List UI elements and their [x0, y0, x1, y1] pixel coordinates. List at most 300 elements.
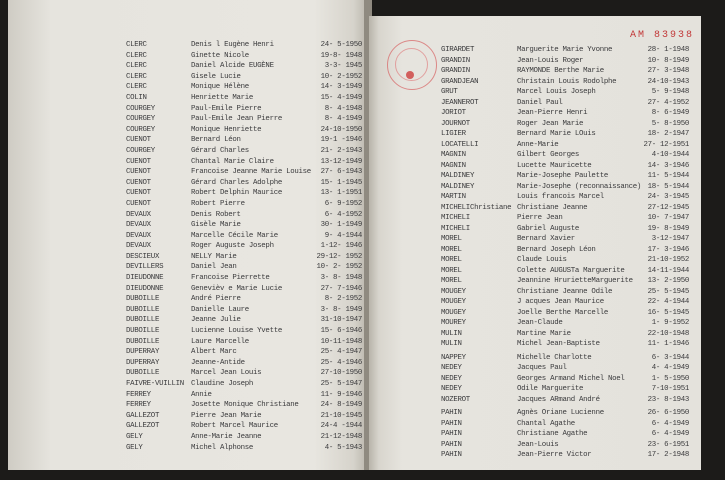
birth-date: 17- 2-1948 — [647, 451, 689, 459]
register-entry — [8, 220, 368, 231]
birth-date: 27-12-1945 — [647, 203, 689, 212]
register-entry — [369, 266, 701, 277]
register-entry — [8, 210, 368, 221]
birth-date: 25- 4-1946 — [320, 358, 362, 367]
surname: DUBOILLE — [126, 316, 160, 325]
register-entry — [8, 421, 368, 432]
register-entry — [369, 363, 701, 374]
surname: CLERC — [126, 72, 147, 81]
given-names: Marcel Louis Joseph — [517, 88, 596, 96]
surname: CUENOT — [126, 189, 151, 198]
register-entry — [8, 273, 368, 284]
birth-date: 27- 6-1943 — [320, 168, 362, 177]
surname: DEVAUX — [126, 221, 151, 230]
given-names: Michelle Charlotte — [517, 353, 592, 362]
surname: MOUGEY — [441, 308, 466, 317]
register-entry — [369, 56, 701, 67]
surname: FAIVRE-VUILLIN — [126, 380, 184, 388]
register-entry — [8, 294, 368, 305]
given-names: Robert Pierre — [191, 199, 245, 208]
given-names: Marcel Jean Louis — [191, 369, 262, 378]
register-entry — [8, 326, 368, 337]
birth-date: 30- 1-1949 — [320, 221, 362, 230]
surname: MOUGEY — [441, 287, 466, 296]
given-names: Jean-Louis — [517, 440, 559, 449]
register-entry — [369, 429, 701, 440]
given-names: Odile Marguerite — [517, 385, 584, 393]
given-names: Gisèle Marie — [191, 221, 241, 230]
surname: NEDEY — [441, 385, 462, 393]
birth-date: 21-10-1952 — [647, 256, 689, 264]
given-names: Genevièv e Marie Lucie — [191, 284, 282, 293]
given-names: Monique Hélène — [191, 83, 249, 92]
register-entry — [369, 108, 701, 119]
register-entry — [369, 255, 701, 266]
surname: COURGEY — [126, 115, 155, 124]
given-names: Marguerite Marie Yvonne — [517, 46, 613, 54]
birth-date: 23- 8-1943 — [647, 395, 689, 404]
register-entry — [369, 297, 701, 308]
given-names: Robert Marcel Maurice — [191, 422, 278, 431]
given-names: Annie — [191, 390, 212, 399]
register-entry — [369, 374, 701, 385]
given-names: Claude Louis — [517, 256, 567, 264]
left-register-page — [8, 0, 368, 470]
given-names: Colette AUGUSTa Marguerite — [517, 266, 625, 275]
birth-date: 3- 8- 1948 — [320, 274, 362, 283]
surname: DUBOILLE — [126, 295, 160, 304]
given-names: Francoise Pierrette — [191, 274, 270, 283]
register-entry — [8, 72, 368, 83]
register-entry — [369, 419, 701, 430]
register-entry — [8, 135, 368, 146]
given-names: Bernard Marie LOuis — [517, 130, 596, 138]
register-entry — [369, 339, 701, 350]
surname: CLERC — [126, 62, 147, 71]
surname: MOREL — [441, 266, 462, 275]
given-names: Christiane Jeanne Odile — [517, 287, 613, 296]
surname: DEVILLERS — [126, 263, 164, 272]
given-names: Jacques ARmand André — [517, 395, 600, 404]
surname: MAGNIN — [441, 161, 466, 170]
birth-date: 31-10-1947 — [320, 316, 362, 325]
birth-date: 8- 4-1948 — [324, 104, 362, 113]
given-names: Michel Jean-Baptiste — [517, 340, 600, 348]
surname: FERREY — [126, 390, 151, 399]
surname: MOUREY — [441, 319, 466, 327]
given-names: Denis l Eugène Henri — [191, 41, 274, 49]
register-entry — [369, 150, 701, 161]
surname: GRANDJEAN — [441, 77, 479, 86]
given-names: Bernard Léon — [191, 136, 241, 145]
register-entry — [8, 337, 368, 348]
register-entry — [369, 234, 701, 245]
birth-date: 19- 8-1949 — [647, 224, 689, 233]
birth-date: 29-12- 1952 — [316, 252, 362, 261]
birth-date: 1- 9-1952 — [651, 319, 689, 327]
birth-date: 6- 3-1944 — [651, 353, 689, 362]
surname: CLERC — [126, 51, 147, 60]
register-entry — [8, 368, 368, 379]
surname: DUBOILLE — [126, 369, 160, 378]
given-names: Jean-Louis Roger — [517, 56, 584, 65]
birth-date: 3-12-1947 — [651, 235, 689, 243]
given-names: Pierre Jean — [517, 214, 563, 222]
surname: GELY — [126, 432, 143, 441]
birth-date: 15- 1-1945 — [320, 178, 362, 187]
birth-date: 10-11-1948 — [320, 337, 362, 346]
birth-date: 25- 5-1947 — [320, 380, 362, 388]
surname: PAHIN — [441, 419, 462, 428]
birth-date: 3- 8- 1949 — [320, 305, 362, 314]
given-names: Anne-Marie Jeanne — [191, 432, 262, 441]
register-entry — [8, 315, 368, 326]
surname: DUPERRAY — [126, 358, 160, 367]
given-names: Daniel Paul — [517, 98, 563, 107]
birth-date: 24-10-1943 — [647, 77, 689, 86]
surname: MALDINEY — [441, 172, 475, 180]
surname: FERREY — [126, 401, 151, 410]
surname: NOZEROT — [441, 395, 470, 404]
given-names: Lucienne Louise Yvette — [191, 327, 282, 336]
register-entry — [8, 199, 368, 210]
register-entry — [369, 450, 701, 461]
register-entry — [369, 318, 701, 329]
birth-date: 3-3- 1945 — [324, 62, 362, 71]
given-names: Christiane Agathe — [517, 430, 588, 438]
birth-date: 25- 4-1947 — [320, 348, 362, 357]
register-entry — [369, 192, 701, 203]
birth-date: 7-10-1951 — [651, 385, 689, 393]
given-names: Gisele Lucie — [191, 72, 241, 81]
given-names: Laure Marcelle — [191, 337, 249, 346]
register-entry — [8, 400, 368, 411]
birth-date: 18- 5-1944 — [647, 182, 689, 191]
surname: MICHELIChristiane — [441, 203, 512, 212]
birth-date: 27- 7-1946 — [320, 284, 362, 293]
register-entry — [369, 98, 701, 109]
birth-date: 6- 4-1949 — [651, 419, 689, 428]
given-names: Lucette Mauricette — [517, 161, 592, 170]
surname: MOREL — [441, 245, 462, 254]
surname: NEDEY — [441, 364, 462, 372]
left-register-list — [8, 40, 368, 453]
surname: CUENOT — [126, 199, 151, 208]
register-entry — [8, 188, 368, 199]
birth-date: 10- 2- 1952 — [316, 263, 362, 272]
given-names: Jean-Pierre Victor — [517, 451, 592, 459]
given-names: RAYMONDE Berthe Marie — [517, 67, 604, 75]
surname: COURGEY — [126, 104, 155, 113]
register-entry — [8, 125, 368, 136]
surname: MICHELI — [441, 214, 470, 222]
surname: PAHIN — [441, 409, 462, 417]
given-names: Jean-Claude — [517, 319, 563, 327]
given-names: Gabriel Auguste — [517, 224, 580, 233]
birth-date: 5- 9-1948 — [651, 88, 689, 96]
birth-date: 27- 3-1948 — [647, 67, 689, 75]
given-names: Martine Marie — [517, 329, 571, 338]
birth-date: 22- 4-1944 — [647, 298, 689, 306]
register-entry — [8, 231, 368, 242]
register-entry — [369, 224, 701, 235]
given-names: Ginette Nicole — [191, 51, 249, 60]
register-entry — [369, 129, 701, 140]
given-names: Bernard Joseph Léon — [517, 245, 596, 254]
birth-date: 18- 2-1947 — [647, 130, 689, 138]
surname: DIEUDONNE — [126, 274, 164, 283]
given-names: Agnès Oriane Lucienne — [517, 409, 604, 417]
surname: NAPPEY — [441, 353, 466, 362]
birth-date: 27- 12-1951 — [643, 140, 689, 149]
surname: DUPERRAY — [126, 348, 160, 357]
register-entry — [369, 440, 701, 451]
given-names: Denis Robert — [191, 210, 241, 219]
given-names: NELLY Marie — [191, 252, 237, 261]
surname: JOURNOT — [441, 119, 470, 128]
register-entry — [8, 157, 368, 168]
birth-date: 23- 6-1951 — [647, 440, 689, 449]
surname: DUBOILLE — [126, 305, 160, 314]
register-entry — [8, 40, 368, 51]
birth-date: 6- 4-1952 — [324, 210, 362, 219]
register-entry — [369, 203, 701, 214]
given-names: Georges Armand Michel Noel — [517, 374, 625, 383]
register-entry — [369, 119, 701, 130]
birth-date: 24- 5-1950 — [320, 41, 362, 49]
birth-date: 24- 3-1945 — [647, 193, 689, 201]
surname: GALLEZOT — [126, 411, 160, 420]
surname: MOREL — [441, 277, 462, 285]
birth-date: 16- 5-1945 — [647, 308, 689, 317]
surname: DESCIEUX — [126, 252, 160, 261]
given-names: Albert Marc — [191, 348, 237, 357]
given-names: Gérard Charles Adolphe — [191, 178, 282, 187]
given-names: Jeannine HrurietteMarguerite — [517, 277, 633, 285]
birth-date: 11- 9-1946 — [320, 390, 362, 399]
birth-date: 13-12-1949 — [320, 157, 362, 166]
surname: DEVAUX — [126, 231, 151, 240]
given-names: Christain Louis Rodolphe — [517, 77, 617, 86]
surname: PAHIN — [441, 430, 462, 438]
birth-date: 8- 4-1949 — [324, 115, 362, 124]
birth-date: 8- 2-1952 — [324, 295, 362, 304]
birth-date: 25- 5-1945 — [647, 287, 689, 296]
register-entry — [369, 395, 701, 406]
register-entry — [369, 182, 701, 193]
birth-date: 4- 5-1943 — [324, 443, 362, 452]
birth-date: 26- 6-1950 — [647, 409, 689, 417]
given-names: J acques Jean Maurice — [517, 298, 604, 306]
surname: GRANDIN — [441, 67, 470, 75]
given-names: Chantal Marie Claire — [191, 157, 274, 166]
surname: MOREL — [441, 256, 462, 264]
register-entry — [369, 329, 701, 340]
birth-date: 28- 1-1948 — [647, 46, 689, 54]
given-names: Henriette Marie — [191, 93, 254, 102]
birth-date: 19-8- 1948 — [320, 51, 362, 60]
birth-date: 6- 4-1949 — [651, 430, 689, 438]
given-names: Francoise Jeanne Marie Louise — [191, 168, 311, 177]
given-names: Jeanne-Antide — [191, 358, 245, 367]
birth-date: 21- 2-1943 — [320, 146, 362, 155]
surname: MOUGEY — [441, 298, 466, 306]
surname: CUENOT — [126, 168, 151, 177]
given-names: Marie-Josephe (reconnaissance) — [517, 182, 642, 191]
given-names: Pierre Jean Marie — [191, 411, 262, 420]
birth-date: 11- 5-1944 — [647, 172, 689, 180]
register-entry — [8, 284, 368, 295]
surname: GIRARDET — [441, 46, 475, 54]
surname: DEVAUX — [126, 210, 151, 219]
birth-date: 9- 4-1944 — [324, 231, 362, 240]
register-entry — [369, 276, 701, 287]
birth-date: 19-1 -1946 — [320, 136, 362, 145]
birth-date: 24-10-1950 — [320, 125, 362, 134]
surname: DEVAUX — [126, 242, 151, 251]
register-entry — [8, 347, 368, 358]
register-entry — [8, 241, 368, 252]
surname: GELY — [126, 443, 143, 452]
surname: DUBOILLE — [126, 327, 160, 336]
register-entry — [8, 82, 368, 93]
given-names: Jacques Paul — [517, 364, 567, 372]
given-names: Josette Monique Christiane — [191, 401, 299, 410]
birth-date: 8- 6-1949 — [651, 109, 689, 117]
given-names: Louis francois Marcel — [517, 193, 604, 201]
given-names: Jeanne Julie — [191, 316, 241, 325]
birth-date: 4- 4-1949 — [651, 364, 689, 372]
register-entry — [8, 390, 368, 401]
register-entry — [8, 114, 368, 125]
birth-date: 10- 7-1947 — [647, 214, 689, 222]
given-names: Marie-Josephe Paulette — [517, 172, 608, 180]
archive-reference: AM 83938 — [630, 30, 695, 41]
surname: CUENOT — [126, 178, 151, 187]
given-names: André Pierre — [191, 295, 241, 304]
birth-date: 13- 1-1951 — [320, 189, 362, 198]
scan-background — [0, 470, 725, 480]
register-entry — [8, 104, 368, 115]
register-entry — [369, 245, 701, 256]
birth-date: 14-11-1944 — [647, 266, 689, 275]
given-names: Claudine Joseph — [191, 380, 254, 388]
birth-date: 24-4 -1944 — [320, 422, 362, 431]
register-entry — [8, 178, 368, 189]
register-entry — [369, 87, 701, 98]
register-entry — [8, 252, 368, 263]
surname: LIGIER — [441, 130, 466, 138]
birth-date: 1- 5-1950 — [651, 374, 689, 383]
surname: JORIOT — [441, 109, 466, 117]
surname: GALLEZOT — [126, 422, 160, 431]
birth-date: 14- 3-1949 — [320, 83, 362, 92]
register-entry — [369, 287, 701, 298]
register-entry — [8, 167, 368, 178]
surname: MULIN — [441, 329, 462, 338]
register-entry — [8, 443, 368, 454]
birth-date: 17- 3-1946 — [647, 245, 689, 254]
birth-date: 5- 8-1950 — [651, 119, 689, 128]
surname: LOCATELLI — [441, 140, 479, 149]
given-names: Marcelle Cécile Marie — [191, 231, 278, 240]
register-entry — [369, 45, 701, 56]
surname: JEANNEROT — [441, 98, 479, 107]
surname: MARTIN — [441, 193, 466, 201]
surname: MOREL — [441, 235, 462, 243]
surname: GRUT — [441, 88, 458, 96]
surname: COLIN — [126, 93, 147, 102]
birth-date: 27-10-1950 — [320, 369, 362, 378]
surname: CLERC — [126, 41, 147, 49]
surname: DUBOILLE — [126, 337, 160, 346]
surname: NEDEY — [441, 374, 462, 383]
surname: COURGEY — [126, 125, 155, 134]
register-entry — [8, 411, 368, 422]
given-names: Roger Auguste Joseph — [191, 242, 274, 251]
register-entry — [369, 384, 701, 395]
surname: MULIN — [441, 340, 462, 348]
register-entry — [8, 61, 368, 72]
given-names: Bernard Xavier — [517, 235, 575, 243]
register-entry — [8, 93, 368, 104]
birth-date: 15- 4-1949 — [320, 93, 362, 102]
birth-date: 14- 3-1946 — [647, 161, 689, 170]
given-names: Danielle Laure — [191, 305, 249, 314]
birth-date: 22-10-1948 — [647, 329, 689, 338]
right-register-list — [369, 45, 701, 461]
birth-date: 27- 4-1952 — [647, 98, 689, 107]
birth-date: 24- 8-1949 — [320, 401, 362, 410]
register-entry — [8, 432, 368, 443]
register-entry — [369, 161, 701, 172]
register-entry — [369, 171, 701, 182]
surname: DIEUDONNE — [126, 284, 164, 293]
right-register-page — [369, 16, 701, 470]
register-entry — [8, 146, 368, 157]
birth-date: 10- 2-1952 — [320, 72, 362, 81]
surname: CUENOT — [126, 136, 151, 145]
register-entry — [8, 51, 368, 62]
register-entry — [369, 66, 701, 77]
register-entry — [369, 353, 701, 364]
given-names: Chantal Agathe — [517, 419, 575, 428]
birth-date: 21-12-1948 — [320, 432, 362, 441]
birth-date: 10- 8-1949 — [647, 56, 689, 65]
surname: PAHIN — [441, 440, 462, 449]
given-names: Gérard Charles — [191, 146, 249, 155]
register-entry — [369, 308, 701, 319]
surname: MAGNIN — [441, 151, 466, 159]
birth-date: 4-10-1944 — [651, 151, 689, 159]
given-names: Christiane Jeanne — [517, 203, 588, 212]
birth-date: 15- 6-1946 — [320, 327, 362, 336]
given-names: Robert Delphin Maurice — [191, 189, 282, 198]
surname: GRANDIN — [441, 56, 470, 65]
register-entry — [8, 358, 368, 369]
given-names: Anne-Marie — [517, 140, 559, 149]
surname: COURGEY — [126, 146, 155, 155]
surname: CUENOT — [126, 157, 151, 166]
surname: PAHIN — [441, 451, 462, 459]
given-names: Daniel Jean — [191, 263, 237, 272]
given-names: Roger Jean Marie — [517, 119, 584, 128]
register-entry — [369, 77, 701, 88]
surname: MICHELI — [441, 224, 470, 233]
register-entry — [369, 408, 701, 419]
register-entry — [369, 213, 701, 224]
given-names: Daniel Alcide EUGÈNE — [191, 62, 274, 71]
